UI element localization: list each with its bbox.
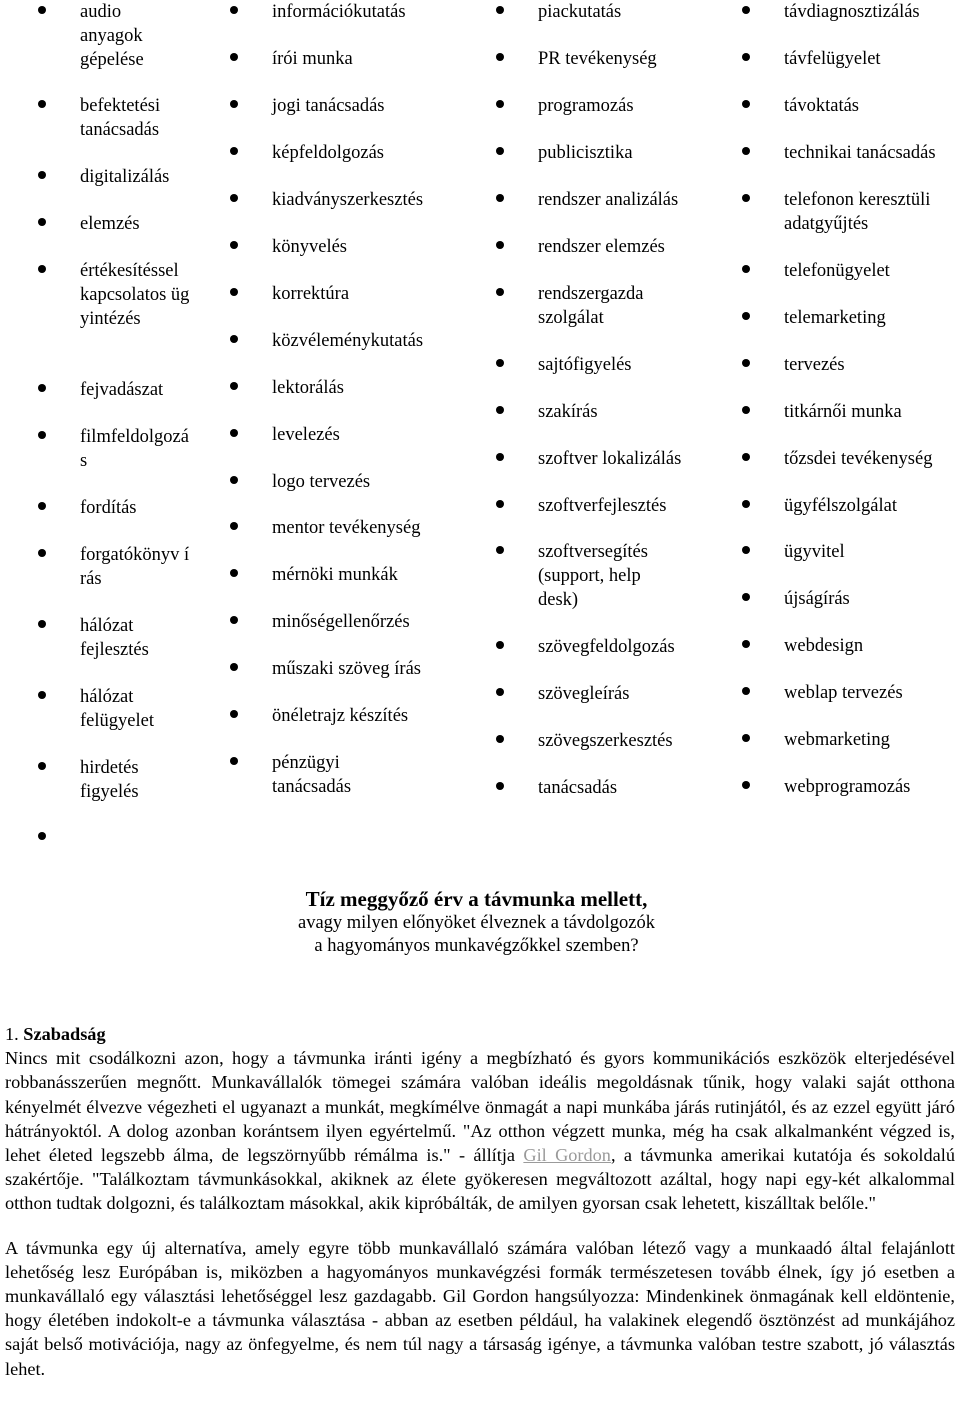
bullet-icon (230, 382, 238, 390)
bullet-icon (496, 735, 504, 743)
bullet-icon (742, 194, 750, 202)
bullet-icon (230, 757, 238, 765)
bullet-icon (230, 569, 238, 577)
bullet-icon (38, 549, 46, 557)
bullet-icon (38, 502, 46, 510)
bullet-icon (230, 476, 238, 484)
bullet-icon (742, 593, 750, 601)
bullet-icon (496, 147, 504, 155)
bullet-icon (38, 384, 46, 392)
bullet-icon (38, 691, 46, 699)
bullet-icon (742, 406, 750, 414)
bullet-icon (496, 688, 504, 696)
bullet-icon (38, 762, 46, 770)
paragraph-1: Nincs mit csodálkozni azon, hogy a távmunka iránti igény a megbízható és gyors kommunikációs eszközök elterjedésével robbanásszerűen megnőtt. Munkavállalók tömegei számára valóban ideális megoldásnak tűnik, hogy valaki saját otthona kényelmét élvezve végezheti el ugyanazt a munkát, megkímélve önmagát a napi munkába járás rutinjától, és az ezzel együtt járó hátrányoktól. A dolog azonban korántsem ilyen egyértelmű. "Az otthon végzett munka, még ha csak alkalmanként végzed is, lehet életed legszebb álma, de legszörnyűbb rémálma is." - állítja Gil Gordon, a távmunka amerikai kutatója és sokoldalú szakértője. "Találkoztam távmunkásokkal, akiknek az élete gyökeresen megváltozott azáltal, hogy napi egy-két alkalommal otthon tudtak dolgozni, és találkoztam másokkal, akik kipróbálták, de amilyen gyorsan csak lehetett, kiszálltak belőle." (5, 1048, 955, 1214)
bullet-icon (496, 359, 504, 367)
bullet-icon (230, 616, 238, 624)
bullet-icon (742, 453, 750, 461)
bullet-icon (38, 620, 46, 628)
bullet-icon (496, 194, 504, 202)
bullet-icon (742, 359, 750, 367)
empty-bullet-icon (38, 832, 46, 840)
bullet-icon (496, 641, 504, 649)
article-heading (0, 886, 960, 958)
bullet-icon (230, 663, 238, 671)
bullet-icon (38, 171, 46, 179)
bullet-icon (230, 522, 238, 530)
section-number: 1. (5, 1024, 19, 1044)
article-title: Tíz meggyőző érv a távmunka mellett, (305, 887, 648, 911)
bullet-icon (230, 241, 238, 249)
bullet-icon (230, 335, 238, 343)
bullet-icon (742, 500, 750, 508)
bullet-icon (230, 288, 238, 296)
article-subtitle-line-1: avagy milyen előnyöket élveznek a távdolgozók (297, 913, 656, 933)
paragraph-2: A távmunka egy új alternatíva, amely egyre több munkavállaló számára valóban létező vagy a munkaadó által felajánlott lehetőség lesz Európában is, miközben a hagyományos munkavégzési formák természetesen tovább élnek, így jó esetben a munkavállaló egy választási lehetőséggel lesz gazdagabb. Gil Gordon hangsúlyozza: Mindenkinek önmagának kell eldöntenie, hogy életében indokolt-e a távmunka választása - abban az esetben például, ha valakinek elegendő ösztönzést ad munkájához saját belső motivációja, nagy az önfegyelme, és nem túl nagy a társaság igénye, a távmunka valóban testre szabott, jó választás lehet. (5, 1237, 955, 1379)
article-subtitle-line-2: a hagyományos munkavégzőkkel szemben? (314, 936, 639, 956)
bullet-icon (230, 6, 238, 14)
bullet-icon (496, 288, 504, 296)
bullet-icon (496, 6, 504, 14)
bullet-icon (496, 53, 504, 61)
bullet-icon (38, 100, 46, 108)
bullet-icon (742, 265, 750, 273)
bullet-icon (742, 6, 750, 14)
bullet-icon (496, 782, 504, 790)
bullet-icon (496, 453, 504, 461)
bullet-icon (742, 147, 750, 155)
bullet-icon (230, 194, 238, 202)
article-body (5, 1022, 955, 1381)
bullet-icon (230, 100, 238, 108)
gil-gordon-link[interactable]: Gil Gordon (523, 1145, 611, 1166)
bullet-icon (742, 100, 750, 108)
bullet-icon (496, 241, 504, 249)
bullet-icon (496, 546, 504, 554)
section-title: Szabadság (23, 1024, 106, 1044)
section-heading (5, 1022, 955, 1046)
bullet-icon (742, 640, 750, 648)
bullet-icon (742, 312, 750, 320)
bullet-icon (742, 781, 750, 789)
bullet-icon (230, 429, 238, 437)
bullet-icon (742, 53, 750, 61)
bullet-icon (742, 546, 750, 554)
bullet-icon (38, 218, 46, 226)
bullet-icon (742, 734, 750, 742)
bullet-icon (496, 100, 504, 108)
bullet-icon (742, 687, 750, 695)
bullet-icon (230, 53, 238, 61)
bullet-icon (38, 265, 46, 273)
bullet-icon (230, 147, 238, 155)
bullet-icon (38, 6, 46, 14)
bullet-icon (496, 500, 504, 508)
bullet-icon (230, 710, 238, 718)
bullet-icon (38, 431, 46, 439)
bullet-icon (496, 406, 504, 414)
